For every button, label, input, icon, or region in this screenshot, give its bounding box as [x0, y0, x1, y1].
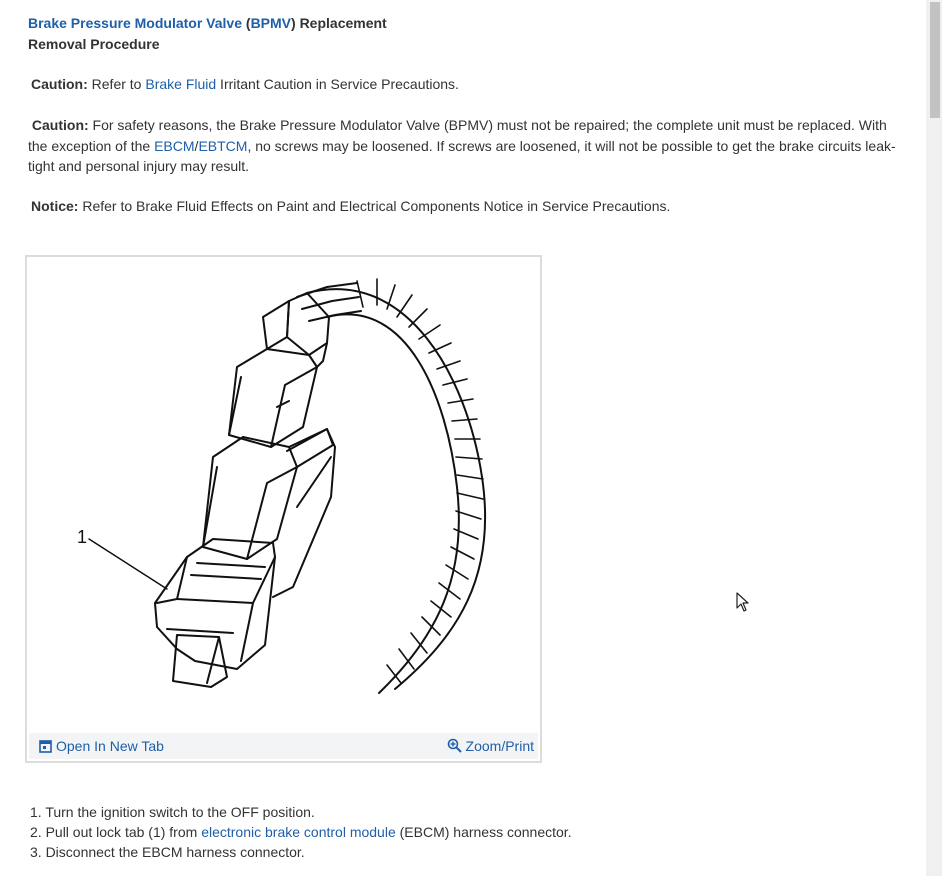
connector-figure	[25, 255, 542, 763]
step-item	[30, 842, 572, 862]
ebtcm-link[interactable]: EBTCM	[198, 137, 248, 154]
step-item	[30, 802, 572, 822]
ebcm-full-link[interactable]: electronic brake control module	[201, 824, 396, 840]
brake-fluid-link[interactable]: Brake Fluid	[145, 76, 217, 92]
connector-illustration[interactable]	[27, 257, 540, 733]
ebcm-link[interactable]: EBCM	[154, 137, 195, 154]
caution-safety	[28, 115, 908, 177]
open-in-new-tab-label: Open In New Tab	[56, 738, 164, 754]
caution-label: Caution:	[31, 117, 89, 133]
zoom-in-icon	[447, 738, 462, 753]
mouse-cursor-icon	[736, 592, 750, 614]
caution-irritant	[31, 74, 459, 95]
article-content	[28, 12, 918, 214]
caution-text: Refer to	[87, 76, 146, 92]
section-subtitle: Removal Procedure	[28, 36, 160, 52]
title-rest: ) Replacement	[291, 15, 387, 31]
caution-label: Caution:	[31, 76, 88, 92]
title-paren-open: (	[242, 15, 251, 31]
open-in-new-tab-button[interactable]	[39, 737, 164, 755]
zoom-print-button[interactable]	[447, 737, 534, 755]
caution-text: For safety reasons, the Brake Pressure Modulator Valve (BPMV) must not be repaired; the complete unit must be replaced. With the exception of the	[28, 117, 887, 154]
zoom-print-label: Zoom/Print	[465, 738, 534, 754]
notice-paint	[31, 196, 670, 217]
step-item	[30, 822, 572, 842]
callout-label: 1	[77, 527, 88, 547]
vertical-scrollbar[interactable]	[926, 0, 942, 876]
title-abbr-link[interactable]: BPMV	[250, 15, 292, 31]
step-text: (EBCM) harness connector.	[395, 824, 572, 840]
step-text: 1. Turn the ignition switch to the OFF position.	[30, 804, 315, 820]
removal-steps	[30, 802, 572, 862]
caution-sep: /	[194, 137, 199, 154]
title-link[interactable]: Brake Pressure Modulator Valve	[28, 15, 242, 31]
figure-toolbar	[29, 733, 538, 759]
open-new-tab-icon	[39, 740, 52, 753]
step-text: 2. Pull out lock tab (1) from	[30, 824, 202, 840]
notice-label: Notice:	[31, 198, 79, 214]
scrollbar-thumb[interactable]	[930, 2, 940, 118]
caution-text: , no screws may be loosened. If screws are loosened, it will not be possible to get the brake circuits leak-tight and personal injury may result.	[28, 137, 896, 174]
caution-text: Irritant Caution in Service Precautions.	[216, 76, 459, 92]
step-text: 3. Disconnect the EBCM harness connector.	[30, 844, 305, 860]
page-title	[28, 13, 918, 33]
notice-text: Refer to Brake Fluid Effects on Paint and Electrical Components Notice in Service Precautions.	[78, 198, 671, 214]
